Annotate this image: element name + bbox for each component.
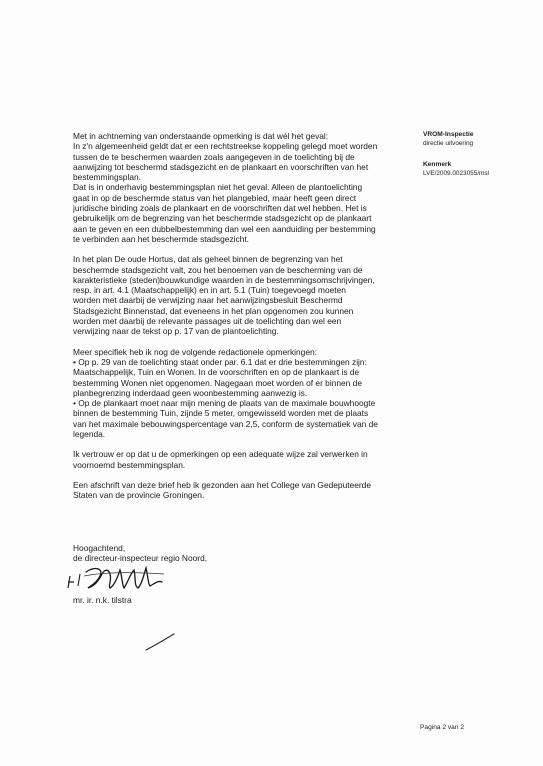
handwritten-signature [64,562,174,592]
text-line: gebruikelijk om de begrenzing van het beschermde stadsgezicht op de plankaart [73,213,372,224]
text-line: worden met daarbij de relevante passages uit de toelichting dan wel een [73,316,342,327]
text-line: In het plan De oude Hortus, dat als geheel binnen de begrenzing van het [73,254,343,265]
organisation-name: VROM-Inspectie [423,131,474,138]
pen-stroke [140,630,180,655]
text-line: bestemming Wonen niet opgenomen. Nagegaan moet worden of er binnen de [73,377,362,388]
text-line: gaat in op de beschermde status van het plangebied, maar heeft geen direct [73,192,357,203]
text-line: • Op de plankaart moet naar mijn mening de plaats van de maximale bouwhoogte [73,398,376,409]
text-line: tussen de te beschermen waarden zoals aangegeven in de toelichting bij de [73,151,355,162]
text-line: Stadsgezicht Binnenstad, dat eveneens in het plan opgenomen zou kunnen [73,305,354,316]
text-line: beschermde stadsgezicht valt, zou het benoemen van de bescherming van de [73,264,363,275]
text-line: voornoemd bestemmingsplan. [73,459,186,470]
reference-value: LVE/2009.0023055/msl [423,169,489,177]
page-number: Pagina 2 van 2 [420,724,464,731]
paragraph-1 [73,131,413,244]
text-line: Dat is in onderhavig bestemmingsplan niet het geval. Alleen de plantoelichting [73,182,363,193]
text-line: Staten van de provincie Groningen. [73,490,205,501]
paragraph-3 [73,347,413,440]
text-line: aan te geven en een dubbelbestemming dan wel een aanduiding per bestemming [73,223,376,234]
closing-block [73,543,207,564]
paragraph-4 [73,449,413,470]
text-line: In z'n algemeenheid geldt dat er een rechtstreekse koppeling gelegd moet worden [73,141,378,152]
text-line: binnen de bestemming Tuin, zijnde 5 meter, omgewisseld worden met de plaats [73,408,369,419]
department-name: directie uitvoering [423,139,474,147]
text-line: Meer specifiek heb ik nog de volgende redactionele opmerkingen: [73,346,317,357]
text-line: karakteristieke (steden)bouwkundige waarden in de bestemmingsomschrijvingen, [73,274,375,285]
text-line: Een afschrift van deze brief heb ik gezonden aan het College van Gedeputeerde [73,479,371,490]
paragraph-5 [73,480,413,501]
text-line: van het maximale bebouwingspercentage van 2,5, conform de systematiek van de [73,418,378,429]
text-line: planbegrenzing inderdaad geen woonbestemming aanwezig is. [73,387,308,398]
paragraph-2 [73,254,413,336]
letter-body [73,131,413,511]
greeting: Hoogachtend, [73,543,126,553]
text-line: Ik vertrouw er op dat u de opmerkingen op een adequate wijze zal verwerken in [73,449,368,460]
signer-name: mr. ir. n.k. tilstra [73,595,132,605]
text-line: resp. in art. 4.1 (Maatschappelijk) en in art. 5.1 (Tuin) toegevoegd moeten [73,285,346,296]
reference-label: Kenmerk [423,161,452,168]
text-line: bestemmingsplan. [73,172,141,183]
text-line: worden met daarbij de verwijzing naar het aanwijzingsbesluit Beschermd [73,295,343,306]
text-line: juridische binding zoals de plankaart en de voorschriften dat wel hebben. Het is [73,203,367,214]
text-line: Met in achtneming van onderstaande opmerking is dat wél het geval: [73,131,329,141]
signer-role: de directeur-inspecteur regio Noord, [73,553,208,564]
text-line: aanwijzing tot beschermd stadsgezicht en de plankaart en voorschriften van het [73,161,369,172]
text-line: te verbinden aan het beschermde stadsgezicht. [73,233,249,244]
text-line: legenda. [73,429,106,440]
text-line: Maatschappelijk, Tuin en Wonen. In de voorschriften en op de plankaart is de [73,367,360,378]
text-line: verwijzing naar de tekst op p. 17 van de plantoelichting. [73,326,279,337]
sidebar-info [423,131,533,178]
text-line: • Op p. 29 van de toelichting staat onder par. 6.1 dat er drie bestemmingen zijn: [73,356,367,367]
